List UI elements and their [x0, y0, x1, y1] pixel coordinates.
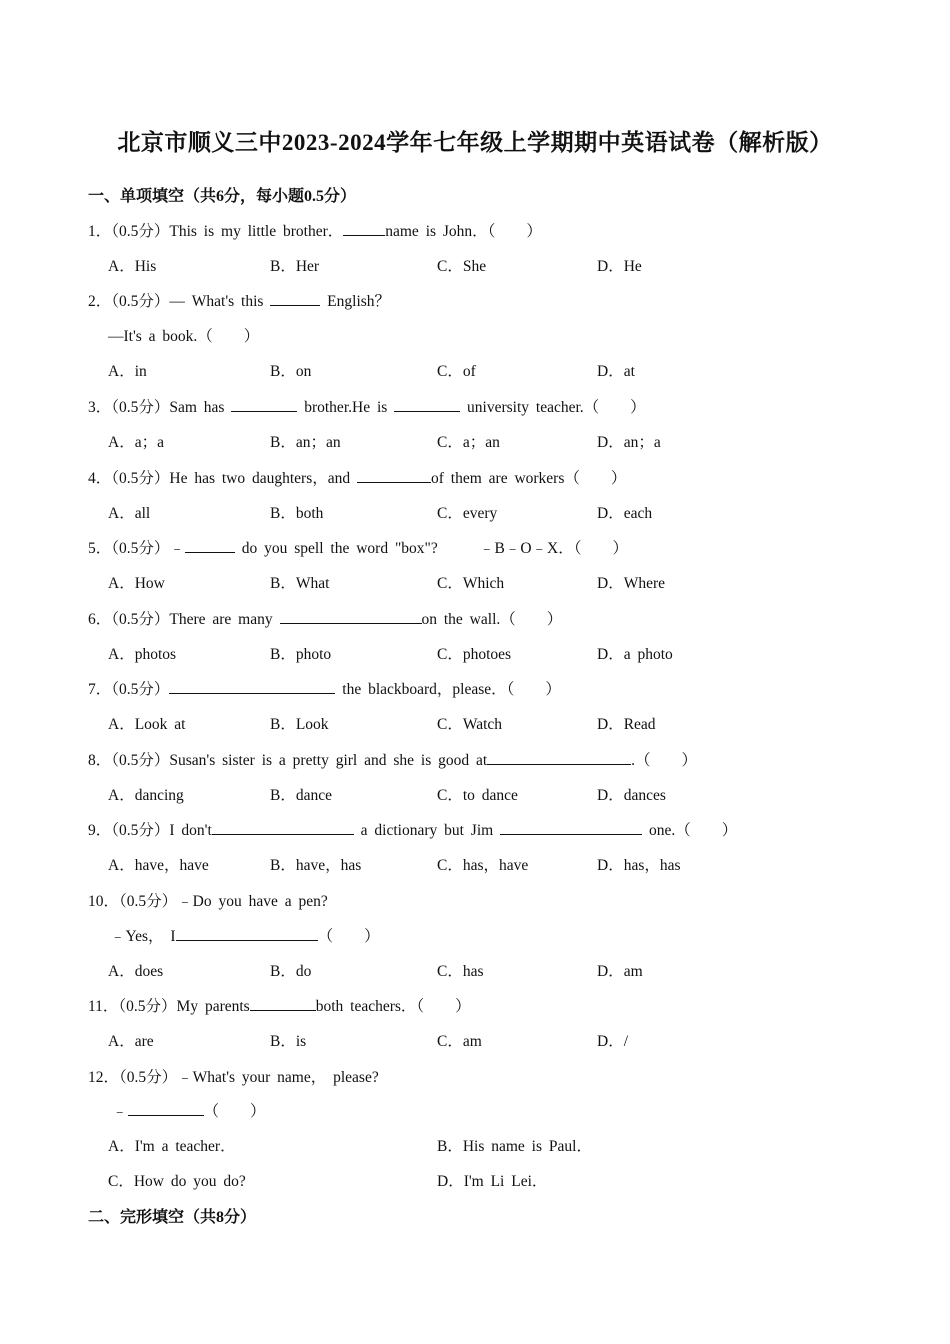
option-b: B．both — [270, 505, 324, 522]
answer-blank — [394, 398, 460, 412]
question-stem-line2 — [112, 1099, 266, 1121]
option-b: B．Look — [270, 716, 329, 733]
stem-text: university teacher.（ ） — [467, 399, 646, 416]
page-title: 北京市顺义三中2023-2024学年七年级上学期期中英语试卷（解析版） — [117, 130, 833, 155]
option-c: C．Watch — [437, 716, 503, 733]
stem-text: ﹣ — [112, 1103, 128, 1120]
stem-text: a dictionary but Jim — [360, 822, 494, 839]
answer-blank — [212, 821, 354, 835]
question-stem: 12．（0.5分）﹣What's your name， please? — [88, 1069, 379, 1086]
stem-text: （ ） — [203, 1103, 266, 1120]
option-c: C．am — [437, 1033, 482, 1050]
section-heading: 二、完形填空（共8分） — [88, 1209, 257, 1226]
option-c: C．How do you do? — [108, 1173, 246, 1190]
option-c: C．has — [437, 963, 484, 980]
option-b: B．photo — [270, 646, 332, 663]
stem-text: 6．（0.5分）There are many — [88, 611, 273, 628]
option-d: D．has，has — [597, 857, 681, 874]
option-b: B．What — [270, 575, 330, 592]
stem-text: on the wall.（ ） — [421, 611, 563, 628]
option-c: C．to dance — [437, 787, 518, 804]
option-d: D．Where — [597, 575, 665, 592]
option-d: D．an；a — [597, 434, 661, 451]
stem-text: 11．（0.5分）My parents — [88, 998, 250, 1015]
option-c: C．every — [437, 505, 498, 522]
stem-text: 5．（0.5分）﹣ — [88, 540, 185, 557]
option-d: D．/ — [597, 1033, 629, 1050]
question-stem-line2: —It's a book.（ ） — [108, 328, 260, 345]
option-c: C．Which — [437, 575, 505, 592]
option-b: B．have，has — [270, 857, 362, 874]
question-stem — [88, 818, 737, 840]
stem-text: （ ） — [317, 928, 380, 945]
option-d: D．a photo — [597, 646, 673, 663]
stem-text: both teachers．（ ） — [315, 998, 471, 1015]
option-b: B．an；an — [270, 434, 341, 451]
option-d: D．each — [597, 505, 653, 522]
answer-blank — [128, 1102, 204, 1116]
question-stem — [88, 219, 542, 241]
option-a: A．dancing — [108, 787, 184, 804]
option-a: A．Look at — [108, 716, 186, 733]
option-b: B．Her — [270, 258, 320, 275]
answer-blank — [280, 610, 422, 624]
question-stem — [88, 466, 626, 488]
stem-text: one.（ ） — [648, 822, 738, 839]
option-b: B．on — [270, 363, 312, 380]
option-d: D．He — [597, 258, 642, 275]
stem-text: 9．（0.5分）I don't — [88, 822, 212, 839]
question-stem — [88, 395, 646, 417]
option-d: D．I'm Li Lei． — [437, 1173, 548, 1190]
stem-text: ﹣Yes， I — [110, 928, 176, 945]
option-a: A．His — [108, 258, 157, 275]
option-c: C．photoes — [437, 646, 512, 663]
option-b: B．His name is Paul． — [437, 1138, 592, 1155]
option-a: A．does — [108, 963, 164, 980]
option-c: C．of — [437, 363, 476, 380]
option-d: D．Read — [597, 716, 656, 733]
stem-text: 2．（0.5分）— What's this — [88, 293, 264, 310]
option-b: B．dance — [270, 787, 332, 804]
stem-text: English？ — [327, 293, 391, 310]
stem-text: 8．（0.5分）Susan's sister is a pretty girl and she is good at — [88, 752, 488, 769]
stem-text: .（ ） — [631, 752, 698, 769]
answer-blank — [487, 751, 631, 765]
section-heading: 一、单项填空（共6分，每小题0.5分） — [88, 188, 357, 205]
question-stem-line2 — [110, 924, 380, 946]
stem-text: brother.He is — [304, 399, 388, 416]
answer-blank — [250, 997, 316, 1011]
stem-text: 1．（0.5分）This is my little brother． — [88, 223, 344, 240]
answer-blank — [169, 680, 335, 694]
answer-blank — [343, 222, 385, 236]
answer-blank — [357, 469, 431, 483]
option-c: C．has，have — [437, 857, 529, 874]
stem-text: the blackboard，please．（ ） — [342, 681, 561, 698]
option-d: D．dances — [597, 787, 666, 804]
answer-blank — [500, 821, 642, 835]
option-b: B．do — [270, 963, 312, 980]
question-stem — [88, 677, 561, 699]
question-stem — [88, 994, 471, 1016]
answer-blank — [176, 927, 318, 941]
option-c: C．a；an — [437, 434, 500, 451]
option-a: A．all — [108, 505, 151, 522]
question-stem — [88, 289, 390, 311]
option-a: A．in — [108, 363, 147, 380]
question-stem — [88, 748, 697, 770]
option-d: D．am — [597, 963, 643, 980]
option-a: A．How — [108, 575, 165, 592]
option-a: A．have，have — [108, 857, 209, 874]
stem-text: of them are workers（ ） — [431, 470, 627, 487]
question-stem — [88, 536, 628, 558]
option-a: A．a；a — [108, 434, 164, 451]
option-d: D．at — [597, 363, 635, 380]
stem-text: name is John．（ ） — [385, 223, 542, 240]
question-stem — [88, 607, 562, 629]
stem-text: ﹣B﹣O﹣X．（ ） — [479, 540, 628, 557]
stem-text: do you spell the word "box"? — [241, 540, 438, 557]
stem-text: 3．（0.5分）Sam has — [88, 399, 225, 416]
answer-blank — [231, 398, 297, 412]
option-a: A．are — [108, 1033, 154, 1050]
option-a: A．photos — [108, 646, 177, 663]
option-b: B．is — [270, 1033, 307, 1050]
stem-text: 7．（0.5分） — [88, 681, 170, 698]
option-c: C．She — [437, 258, 487, 275]
answer-blank — [270, 292, 320, 306]
answer-blank — [185, 539, 235, 553]
option-a: A．I'm a teacher． — [108, 1138, 236, 1155]
stem-text: 4．（0.5分）He has two daughters，and — [88, 470, 351, 487]
question-stem: 10．（0.5分）﹣Do you have a pen? — [88, 893, 328, 910]
